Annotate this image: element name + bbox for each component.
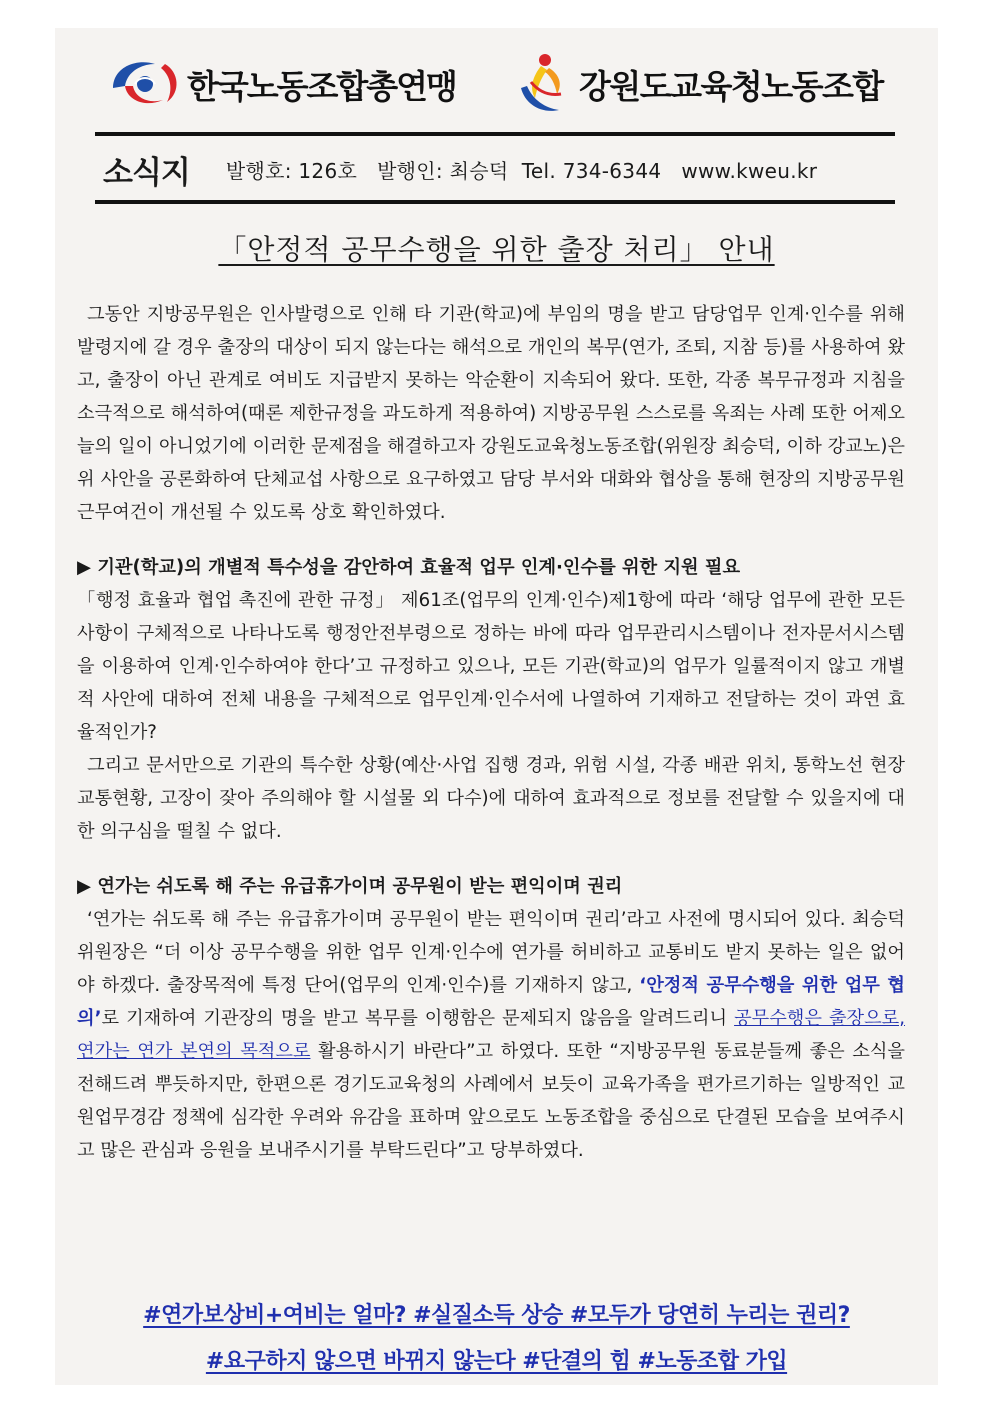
hashtags-line-1-text: #연가보상비+여비는 얼마? #실질소득 상승 #모두가 당연히 누리는 권리? bbox=[143, 1303, 850, 1328]
section1-paragraph-2: 그리고 문서만으로 기관의 특수한 상황(예산·사업 집행 경과, 위험 시설, 각종 배관 위치, 통학노선 현장 교통현황, 고장이 잦아 주의해야 할 시설물 외 다수)에 대하여 효과적으로 정보를 전달할 수 있을지에 대한 의구심을 떨칠 수 없다. bbox=[77, 755, 905, 842]
hashtags-line-2-text: #요구하지 않으면 바뀌지 않는다 #단결의 힘 #노동조합 가입 bbox=[205, 1349, 788, 1374]
masthead-rule-bottom bbox=[95, 200, 895, 204]
newsletter-page bbox=[55, 28, 938, 1385]
fktu-emblem-icon bbox=[105, 54, 185, 114]
section2-text-a: ‘연가는 쉬도록 해 주는 유급휴가이며 공무원이 받는 편익이며 권리’라고 사전에 명시되어 있다. 최승덕 위원장은 “더 이상 공무수행을 위한 업무 인계·인수에 연가를 허비하고 교통비도 받지 못하는 일은 없어야 하겠다. 출장목적에 특정 단어(업무의 인계·인수)를 기재하지 않고, bbox=[77, 909, 905, 996]
masthead-rule-top bbox=[95, 132, 895, 136]
fktu-logo bbox=[105, 48, 456, 120]
section2-underline: 공무수행은 출장으로, 연가는 연가 본연의 목적으로 bbox=[77, 1008, 906, 1062]
intro-paragraph: 그동안 지방공무원은 인사발령으로 인해 타 기관(학교)에 부임의 명을 받고 담당업무 인계·인수를 위해 발령지에 갈 경우 출장의 대상이 되지 않는다는 해석으로 개인의 복무(연가, 조퇴, 지참 등)를 사용하여 왔고, 출장이 아닌 관계로 여비도 지급받지 못하는 악순환이 지속되어 왔다. 또한, 각종 복무규정과 지침을 소극적으로 해석하여(때론 제한규정을 과도하게 적용하여) 지방공무원 스스로를 옥죄는 사례 또한 어제오늘의 일이 아니었기에 이러한 문제점을 해결하고자 강원도교육청노동조합(위원장 최승덕, 이하 강교노)은 위 사안을 공론화하여 단체교섭 사항으로 요구하였고 담당 부서와 대화와 협상을 통해 현장의 지방공무원 근무여건이 개선될 수 있도록 상호 확인하였다. bbox=[77, 304, 905, 523]
hashtags-line-2 bbox=[55, 1344, 938, 1375]
kweu-emblem-icon bbox=[515, 52, 575, 116]
document-title bbox=[55, 228, 938, 268]
kweu-name: 강원도교육청노동조합 bbox=[579, 66, 883, 106]
section1-paragraph-1: 「행정 효율과 협업 촉진에 관한 규정」 제61조(업무의 인계·인수)제1항에 따라 ‘해당 업무에 관한 모든 사항이 구체적으로 나타나도록 행정안전부령으로 정하는 바에 따라 업무관리시스템이나 전자문서시스템을 이용하여 인계·인수하여야 한다’고 규정하고 있으나, 모든 기관(학교)의 업무가 일률적이지 않고 개별적 사안에 대하여 전체 내용을 구체적으로 업무인계·인수서에 나열하여 기재하고 전달하는 것이 과연 효율적인가? bbox=[77, 590, 905, 743]
newsletter-label: 소식지 bbox=[103, 154, 190, 191]
section1-heading: ▶ 기관(학교)의 개별적 특수성을 감안하여 효율적 업무 인계·인수를 위한 지원 필요 bbox=[77, 557, 741, 578]
hashtags-line-1 bbox=[55, 1298, 938, 1329]
section2-heading: ▶ 연가는 쉬도록 해 주는 유급휴가이며 공무원이 받는 편익이며 권리 bbox=[77, 876, 623, 897]
section2-paragraph bbox=[77, 903, 905, 1167]
masthead bbox=[103, 142, 903, 196]
fktu-name: 한국노동조합총연맹 bbox=[187, 66, 456, 106]
section2-text-c: 활용하시기 바란다”고 하였다. 또한 “지방공무원 동료분들께 좋은 소식을 전해드려 뿌듯하지만, 한편으론 경기도교육청의 사례에서 보듯이 교육가족을 편가르기하는 일방적인 교원업무경감 정책에 심각한 우려와 유감을 표하며 앞으로도 노동조합을 중심으로 단결된 모습을 보여주시고 많은 관심과 응원을 보내주시기를 부탁드린다”고 당부하였다. bbox=[77, 1041, 905, 1161]
document-title-text: 「안정적 공무수행을 위한 출장 처리」 안내 bbox=[218, 233, 775, 266]
section2-text-b: 로 기재하여 기관장의 명을 받고 복무를 이행함은 문제되지 않음을 알려드리니 bbox=[101, 1008, 735, 1029]
article-body bbox=[77, 298, 905, 1167]
publication-info: 발행호: 126호 발행인: 최승덕 Tel. 734-6344 www.kweu.kr bbox=[225, 158, 818, 183]
kweu-logo bbox=[515, 48, 883, 120]
section2-highlight: ‘안정적 공무수행을 위한 업무 협의’ bbox=[77, 975, 906, 1029]
